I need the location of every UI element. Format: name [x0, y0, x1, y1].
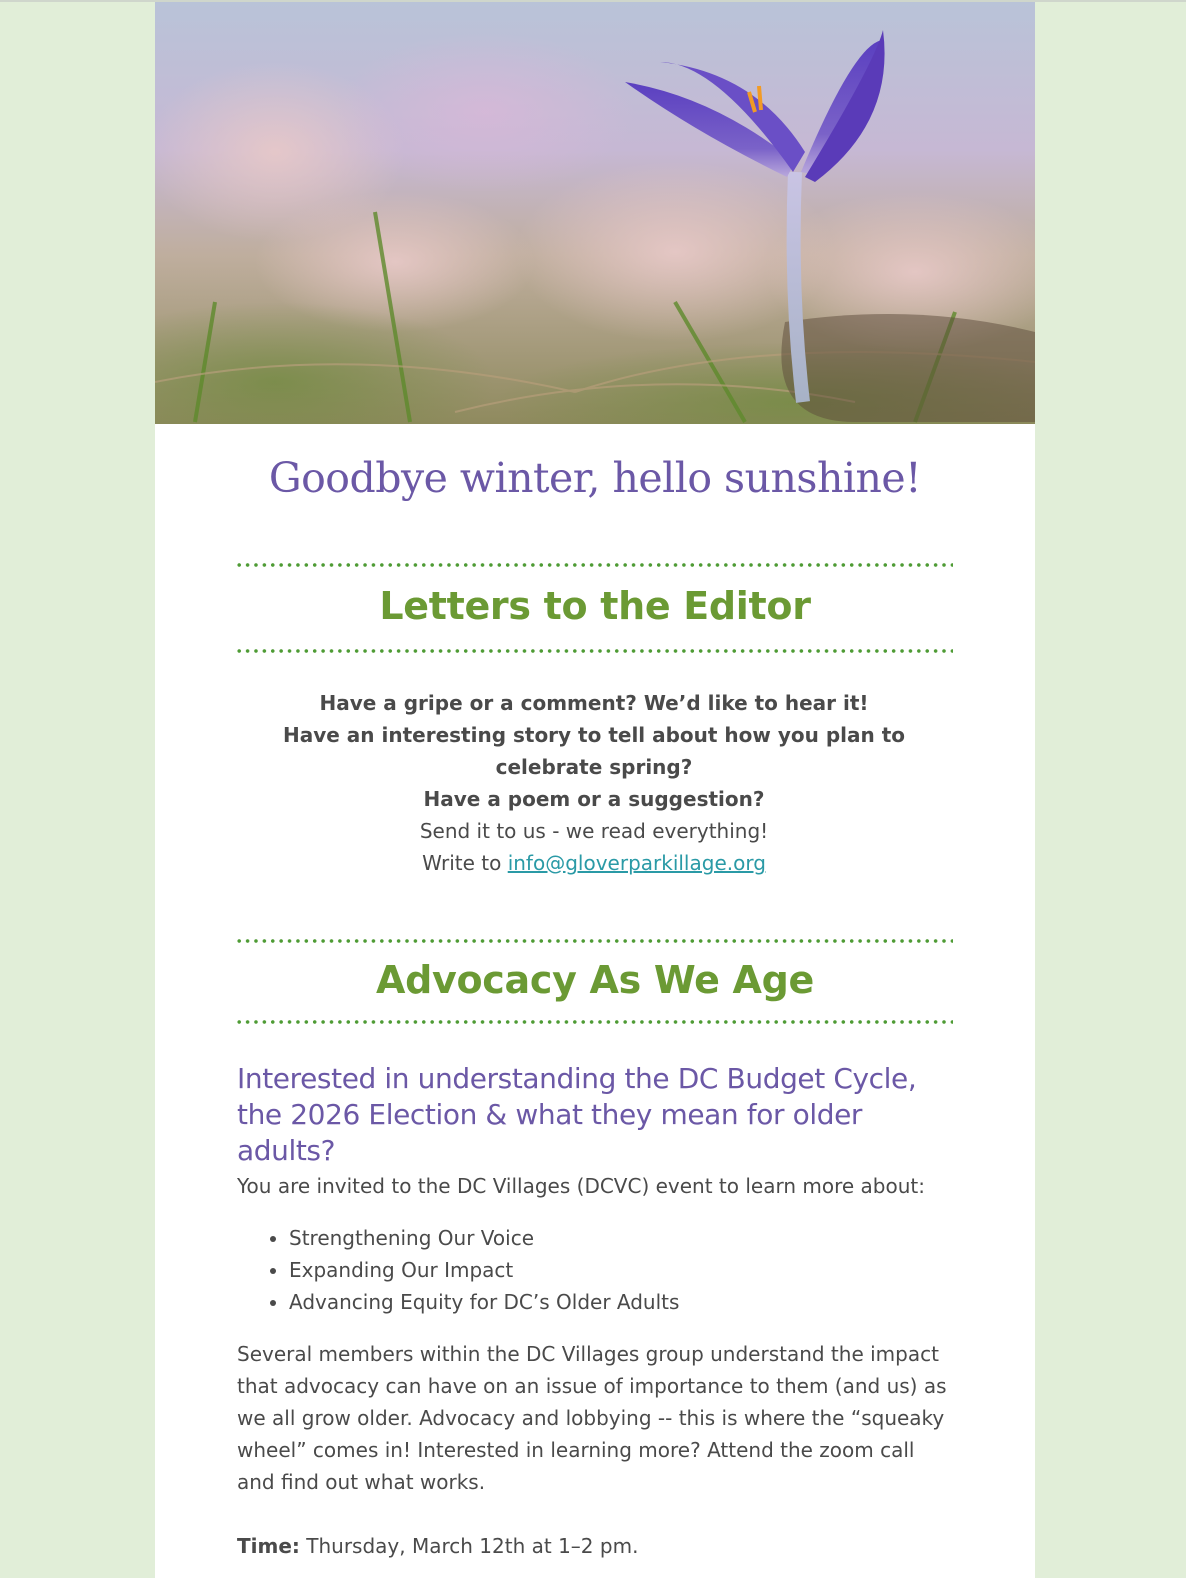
list-item: • Expanding Our Impact — [289, 1254, 989, 1286]
letters-line-2: Have an interesting story to tell about how you plan to celebrate spring? — [283, 723, 905, 779]
write-prefix: Write to — [422, 851, 508, 875]
dotted-divider — [235, 648, 953, 654]
headline: Goodbye winter, hello sunshine! — [268, 454, 922, 502]
list-item: • Advancing Equity for DC’s Older Adults — [289, 1286, 989, 1318]
list-item: • Strengthening Our Voice — [289, 1222, 989, 1254]
hero-crocus-image — [155, 2, 1035, 424]
newsletter-page — [155, 2, 1035, 1578]
letters-write-line — [235, 847, 953, 879]
letters-line-3: Have a poem or a suggestion? — [423, 787, 765, 811]
event-time — [237, 1530, 957, 1562]
section-title-advocacy: Advocacy As We Age — [376, 958, 814, 1002]
advocacy-bullet-list — [237, 1222, 989, 1318]
advocacy-paragraph: Several members within the DC Villages group understand the impact that advocacy can have on an issue of importance to them (and us) as we all grow older. Advocacy and lobbying -- this is where the “squeaky wheel” comes in! Interested in learning more? Attend the zoom call and find out what works. — [237, 1342, 947, 1494]
time-value: Thursday, March 12th at 1–2 pm. — [299, 1534, 639, 1558]
letters-body — [235, 687, 953, 879]
dotted-divider — [235, 562, 953, 568]
dotted-divider — [235, 938, 953, 944]
time-label: Time: — [237, 1534, 300, 1558]
letters-send-line: Send it to us - we read everything! — [419, 819, 769, 843]
advocacy-intro: You are invited to the DC Villages (DCVC) event to learn more about: — [237, 1174, 925, 1198]
section-title-letters: Letters to the Editor — [379, 584, 811, 628]
email-link[interactable]: info@gloverparkillage.org — [507, 851, 766, 875]
dotted-divider — [235, 1019, 953, 1025]
letters-line-1: Have a gripe or a comment? We’d like to hear it! — [319, 691, 869, 715]
advocacy-subheading: Interested in understanding the DC Budget Cycle, the 2026 Election & what they mean for older adults? — [237, 1062, 917, 1167]
